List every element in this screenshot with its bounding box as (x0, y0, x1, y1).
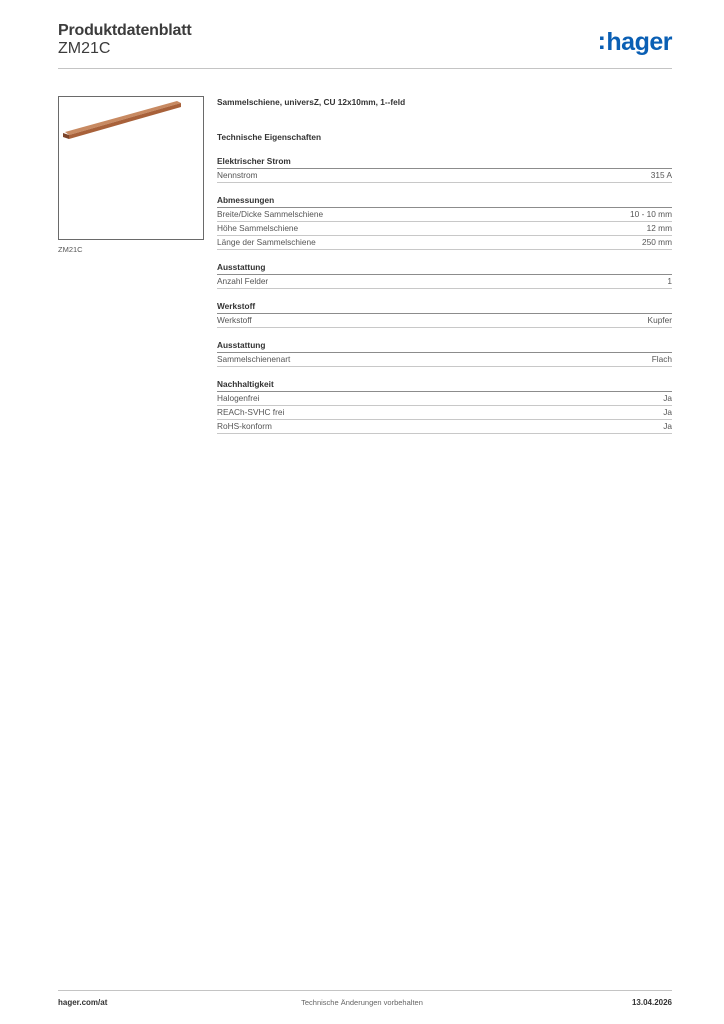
footer-divider (58, 990, 672, 991)
spec-label: RoHS-konform (217, 421, 272, 431)
spec-value: 1 (667, 276, 672, 286)
section-equipment-2 (217, 339, 672, 367)
spec-label: Anzahl Felder (217, 276, 269, 286)
section-title: Nachhaltigkeit (217, 378, 672, 392)
section-material (217, 300, 672, 328)
spec-row (217, 236, 672, 250)
spec-label: Höhe Sammelschiene (217, 223, 299, 233)
spec-content (217, 95, 672, 434)
section-title: Elektrischer Strom (217, 155, 672, 169)
spec-row (217, 420, 672, 434)
spec-label: Sammelschienenart (217, 354, 291, 364)
spec-value: Kupfer (647, 315, 672, 325)
spec-row (217, 353, 672, 367)
spec-value: Ja (663, 421, 672, 431)
spec-row (217, 314, 672, 328)
section-equipment (217, 261, 672, 289)
spec-value: 12 mm (646, 223, 672, 233)
section-title: Ausstattung (217, 339, 672, 353)
busbar-image (59, 97, 203, 239)
hager-logo: :hager (597, 27, 672, 56)
spec-value: Flach (651, 354, 672, 364)
spec-label: Werkstoff (217, 315, 252, 325)
product-name: Sammelschiene, universZ, CU 12x10mm, 1--feld (217, 97, 406, 107)
spec-label: Halogenfrei (217, 393, 260, 403)
spec-value: Ja (663, 393, 672, 403)
spec-row (217, 208, 672, 222)
section-dimensions (217, 194, 672, 250)
header-divider (58, 68, 672, 69)
section-title: Werkstoff (217, 300, 672, 314)
busbar-front-face (69, 103, 181, 139)
busbar-top-face (65, 101, 181, 135)
spec-row (217, 275, 672, 289)
logo-text: hager (606, 28, 672, 56)
website-link[interactable]: hager.com/at (58, 998, 108, 1007)
product-code: ZM21C (58, 40, 111, 57)
section-electrical (217, 155, 672, 183)
spec-value: Ja (663, 407, 672, 417)
spec-value: 250 mm (642, 237, 672, 247)
section-sustainability (217, 378, 672, 434)
spec-value: 10 - 10 mm (630, 209, 672, 219)
image-caption: ZM21C (58, 245, 83, 254)
spec-label: Nennstrom (217, 170, 258, 180)
page-title: Produktdatenblatt (58, 22, 192, 39)
section-title: Ausstattung (217, 261, 672, 275)
disclaimer: Technische Änderungen vorbehalten (301, 998, 423, 1007)
tech-properties-title: Technische Eigenschaften (217, 132, 322, 142)
spec-row (217, 222, 672, 236)
spec-label: Länge der Sammelschiene (217, 237, 316, 247)
document-date: 13.04.2026 (631, 998, 672, 1007)
spec-label: REACh-SVHC frei (217, 407, 285, 417)
spec-row (217, 392, 672, 406)
section-title: Abmessungen (217, 194, 672, 208)
spec-row (217, 406, 672, 420)
spec-label: Breite/Dicke Sammelschiene (217, 209, 324, 219)
spec-value: 315 A (650, 170, 672, 180)
product-image-frame (58, 96, 204, 240)
spec-row (217, 169, 672, 183)
